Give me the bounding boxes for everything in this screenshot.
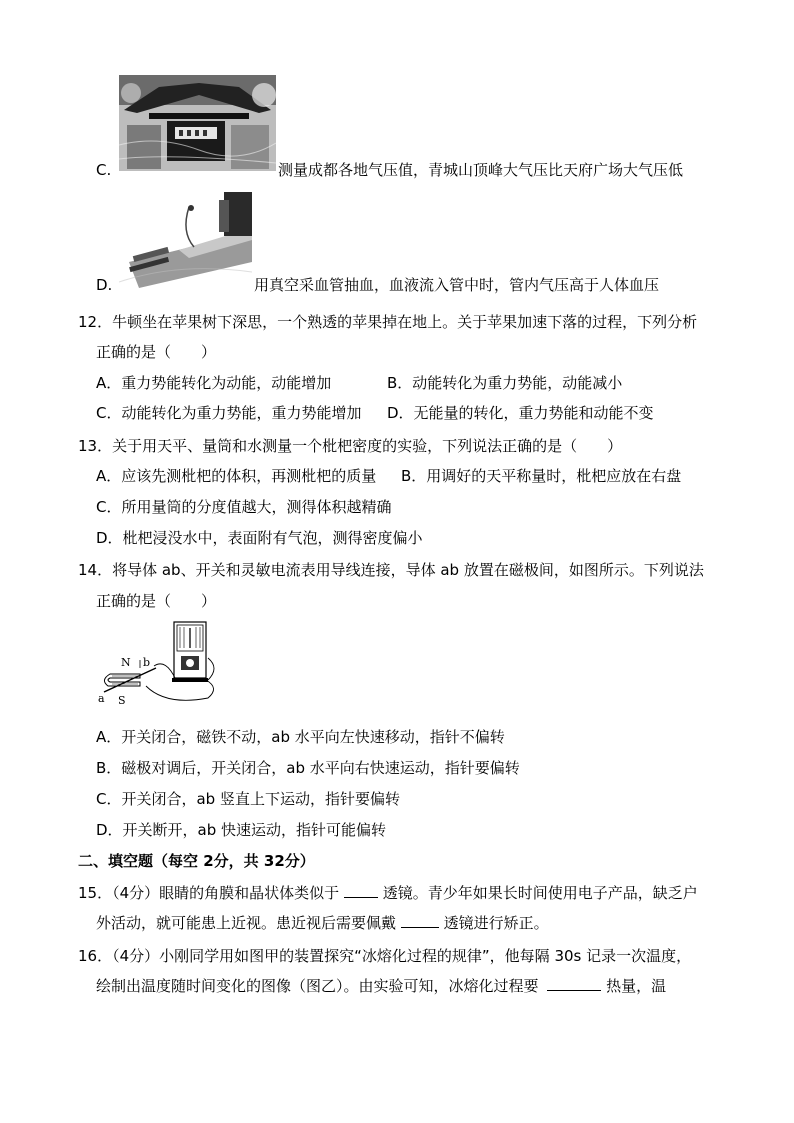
q15-line-2-text-a: 外活动，就可能患上近视。患近视后需要佩戴 xyxy=(96,914,397,932)
galvanometer xyxy=(172,622,208,682)
q14-option-a: A．开关闭合，磁铁不动，ab 水平向左快速移动，指针不偏转 xyxy=(96,728,505,746)
label-b: b xyxy=(143,656,151,669)
q15-line-2 xyxy=(96,913,549,933)
q12-stem-line-1: 12．牛顿坐在苹果树下深思，一个熟透的苹果掉在地上。关于苹果加速下落的过程，下列分析 xyxy=(78,313,698,331)
q14-option-c: C．开关闭合，ab 竖直上下运动，指针要偏转 xyxy=(96,790,400,808)
q15-line-1 xyxy=(78,883,698,903)
q16-blank-1[interactable] xyxy=(547,976,601,991)
q11-option-d-label: D. xyxy=(96,276,113,294)
q14-circuit-diagram xyxy=(96,618,220,708)
q14-stem-line-1: 14．将导体 ab、开关和灵敏电流表用导线连接，导体 ab 放置在磁极间，如图所示。下列说法 xyxy=(78,561,704,579)
q15-line-2-text-b: 透镜进行矫正。 xyxy=(443,914,549,932)
label-a: a xyxy=(98,692,105,705)
q15-blank-2[interactable] xyxy=(401,913,439,928)
q15-blank-1[interactable] xyxy=(344,883,378,898)
q14-option-d: D．开关断开，ab 快速运动，指针可能偏转 xyxy=(96,821,387,839)
q15-line-1-text-a: 15．（4分）眼睛的角膜和晶状体类似于 xyxy=(78,884,340,902)
section-2-title: 二、填空题（每空 2分，共 32分） xyxy=(78,852,315,870)
q13-option-d: D．枇杷浸没水中，表面附有气泡，测得密度偏小 xyxy=(96,529,423,547)
q11-option-c-label: C. xyxy=(96,161,112,179)
photo-qingcheng-gate-svg xyxy=(119,75,276,171)
q16-line-2-text-a: 绘制出温度随时间变化的图像（图乙）。由实验可知，冰熔化过程要 xyxy=(96,977,539,995)
q16-line-2 xyxy=(96,976,666,996)
photo-blood-draw-svg xyxy=(119,192,252,292)
q14-stem-line-2: 正确的是（ ） xyxy=(96,592,217,610)
q11-option-d xyxy=(96,275,112,295)
q13-stem: 13．关于用天平、量筒和水测量一个枇杷密度的实验，下列说法正确的是（ ） xyxy=(78,437,623,455)
photo-qingcheng-gate xyxy=(119,75,276,171)
photo-blood-draw xyxy=(119,192,252,292)
q15-line-1-text-b: 透镜。青少年如果长时间使用电子产品，缺乏户 xyxy=(382,884,698,902)
q12-option-a: A．重力势能转化为动能，动能增加 xyxy=(96,374,332,392)
label-south: S xyxy=(118,694,126,707)
q12-option-c: C．动能转化为重力势能，重力势能增加 xyxy=(96,404,362,422)
q13-option-c: C．所用量筒的分度值越大，测得体积越精确 xyxy=(96,498,392,516)
q11-option-c-text: 测量成都各地气压值，青城山顶峰大气压比天府广场大气压低 xyxy=(278,161,684,179)
q13-option-a: A．应该先测枇杷的体积，再测枇杷的质量 xyxy=(96,467,377,485)
q14-circuit-svg xyxy=(96,618,220,708)
q11-option-c xyxy=(96,160,111,180)
q16-line-2-text-b: 热量，温 xyxy=(606,977,667,995)
q12-option-d: D．无能量的转化，重力势能和动能不变 xyxy=(387,404,654,422)
q16-line-1: 16．（4分）小刚同学用如图甲的装置探究“冰熔化过程的规律”，他每隔 30s 记录一次温度， xyxy=(78,947,692,965)
label-north: N xyxy=(121,656,131,669)
q13-option-b: B．用调好的天平称量时，枇杷应放在右盘 xyxy=(401,467,682,485)
q12-stem-line-2: 正确的是（ ） xyxy=(96,343,217,361)
q14-option-b: B．磁极对调后，开关闭合，ab 水平向右快速运动，指针要偏转 xyxy=(96,759,520,777)
q12-option-b: B．动能转化为重力势能，动能减小 xyxy=(387,374,623,392)
q11-option-d-text: 用真空采血管抽血，血液流入管中时，管内气压高于人体血压 xyxy=(254,276,660,294)
